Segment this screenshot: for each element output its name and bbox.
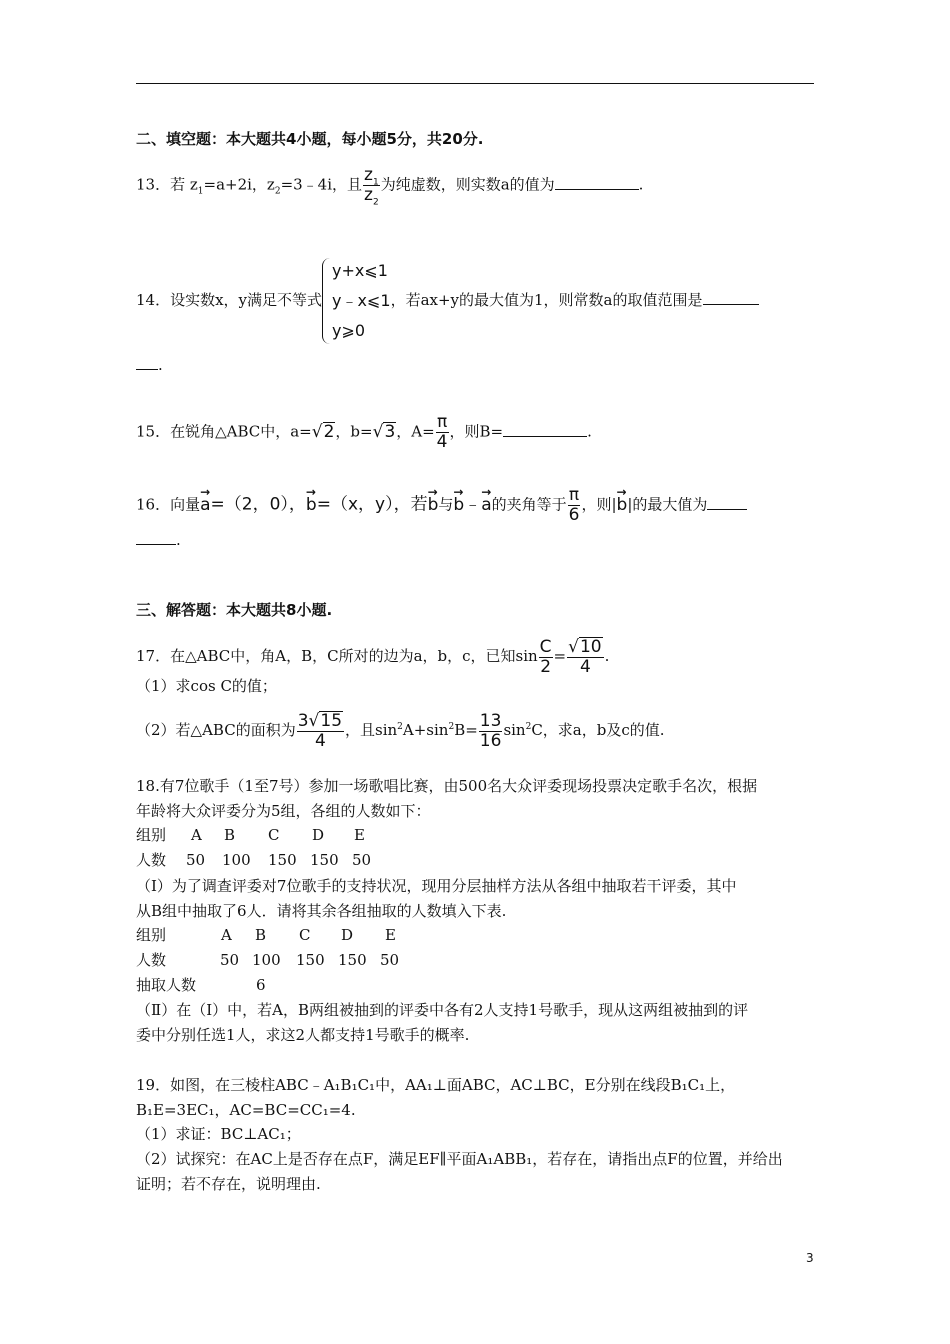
- vector-b: → b: [453, 495, 464, 515]
- q13-fraction: [363, 165, 380, 208]
- question-16-cont: [136, 529, 181, 550]
- table-cell: 150: [296, 951, 325, 969]
- q16-text-e: ﹣: [464, 494, 482, 515]
- question-19-line3: [136, 1124, 301, 1144]
- table-cell: 50: [380, 951, 400, 969]
- q18-text: 年龄将大众评委分为5组，各组的人数如下：: [136, 802, 431, 820]
- group-table-2-header: [136, 925, 415, 945]
- inequality-1: y+x⩽1: [332, 261, 388, 280]
- table-cell: 50: [352, 851, 372, 869]
- q15-fraction: [436, 413, 449, 452]
- q13-frac-den-sub: 2: [372, 197, 379, 208]
- q18-text: 从B组中抽取了6人．请将其余各组抽取的人数填入下表.: [136, 902, 507, 920]
- q17-area-den: 4: [314, 731, 326, 751]
- q17-ratio-fraction: [479, 712, 503, 751]
- vector-b: → b: [306, 495, 317, 515]
- q13-sub-2: 2: [274, 186, 281, 197]
- header-rule: [136, 83, 814, 84]
- q17-p2-text-b: ，且sin: [345, 721, 398, 739]
- q16-text-f: 的夹角等于: [491, 495, 567, 514]
- question-18-line4: [136, 901, 506, 921]
- q15-text-c: ，A=: [396, 422, 435, 441]
- question-18-line6: [136, 1025, 469, 1045]
- q16-frac-den: 6: [568, 505, 580, 525]
- answer-blank[interactable]: [703, 289, 759, 305]
- section-title-text: 三、解答题：本大题共8小题.: [136, 601, 333, 619]
- table-cell: E: [354, 826, 365, 844]
- group-table-2-row: [136, 950, 410, 970]
- q18-text: 18.有7位歌手（1至7号）参加一场歌唱比赛，由500名大众评委现场投票决定歌手名次，根据: [136, 777, 758, 795]
- q17-p2-text-c: A+sin: [402, 721, 449, 739]
- q18-text: 委中分别任选1人，求这2人都支持1号歌手的概率.: [136, 1026, 470, 1044]
- inequality-2: y﹣x⩽1: [332, 291, 391, 310]
- q19-text: B₁E=3EC₁，AC=BC=CC₁=4.: [136, 1101, 356, 1119]
- q17-fraction-root10: $\frac{√10}{4}$: [568, 637, 602, 677]
- table-cell: 100: [222, 851, 251, 869]
- inequality-3: y⩾0: [332, 321, 366, 340]
- q13-sub-1: 1: [197, 186, 204, 197]
- q19-text: （1）求证：BC⊥AC₁；: [136, 1125, 301, 1143]
- radicand-10: 10: [579, 637, 602, 657]
- table-cell: C: [268, 826, 280, 844]
- q16-text-g: ，则|: [581, 495, 617, 514]
- q14-text-b: ，若ax+y的最大值为1，则常数a的取值范围是: [390, 291, 703, 309]
- q17-frac1-num: C: [539, 636, 552, 657]
- question-18-line1: [136, 776, 757, 796]
- q15-frac-den: 4: [436, 432, 448, 452]
- q14-text-a: 14．设实数x，y满足不等式: [136, 291, 323, 309]
- q13-frac-den: z: [364, 185, 373, 205]
- q17-frac1-den: 2: [540, 656, 552, 677]
- radicand-3: 3: [384, 421, 396, 442]
- answer-blank-cont[interactable]: [136, 529, 176, 545]
- q14-text-c: .: [158, 356, 163, 374]
- q17-p2-text-a: （2）若△ABC的面积为: [136, 721, 296, 739]
- question-14-cont: [136, 354, 163, 375]
- vector-b: → b: [617, 495, 628, 515]
- section-title-text: 二、填空题：本大题共4小题，每小题5分，共20分.: [136, 130, 484, 148]
- vector-a: → a: [481, 495, 491, 515]
- question-17-part1: [136, 676, 277, 696]
- q13-text-g: 为纯虚数，则实数a的值为: [380, 175, 555, 194]
- q13-frac-num: z: [364, 165, 373, 185]
- group-table-1-header: [136, 825, 384, 845]
- table-cell: C: [299, 926, 311, 944]
- question-17: [136, 637, 609, 677]
- table-row-head: 人数: [136, 851, 167, 869]
- table-row-head: 组别: [136, 826, 167, 844]
- q13-text-a: 13．若 z: [136, 175, 198, 194]
- q17-p2-text-f: C，求a，b及c的值.: [531, 721, 665, 739]
- section-title-fill-in: [136, 129, 483, 149]
- question-19-line4: [136, 1149, 783, 1169]
- q18-text: （Ⅱ）在（Ⅰ）中，若A，B两组被抽到的评委中各有2人支持1号歌手，现从这两组被抽到的评: [136, 1001, 749, 1019]
- q17-ratio-num: 13: [479, 710, 502, 731]
- q15-frac-num: π: [436, 412, 448, 432]
- sqrt-2: √2: [311, 421, 335, 442]
- q17-frac2-den: 4: [579, 657, 591, 677]
- question-15: [136, 413, 592, 452]
- question-16: [136, 486, 747, 525]
- table-cell: D: [312, 826, 325, 844]
- question-17-part2: [136, 711, 665, 751]
- table-cell: B: [255, 926, 267, 944]
- q13-frac-num-sub: 1: [372, 177, 379, 188]
- table-cell: 150: [310, 851, 339, 869]
- q16-text-i: .: [176, 531, 181, 549]
- question-14: [136, 256, 759, 346]
- q16-text-d: 与: [438, 495, 454, 514]
- radicand-2: 2: [323, 421, 335, 442]
- q17-sup-1: 2: [397, 722, 403, 732]
- q13-text-h: .: [638, 175, 644, 194]
- table-cell: 100: [252, 951, 281, 969]
- answer-blank[interactable]: [503, 421, 587, 437]
- q15-text-d: ，则B=: [449, 422, 504, 441]
- question-19-line1: [136, 1075, 735, 1095]
- table-cell: A: [191, 826, 202, 844]
- question-19-line5: [136, 1174, 321, 1194]
- sqrt-3: √3: [372, 421, 396, 442]
- table-cell: 50: [220, 951, 240, 969]
- question-18-line5: [136, 1000, 748, 1020]
- q13-text-e: =3﹣4i，且: [280, 175, 363, 194]
- table-row-head: 人数: [136, 951, 167, 969]
- table-cell: D: [341, 926, 354, 944]
- table-cell: A: [221, 926, 232, 944]
- q17-p2-text-d: B=: [454, 721, 478, 739]
- q19-text: 证明；若不存在，说明理由.: [136, 1175, 321, 1193]
- answer-blank-cont[interactable]: [136, 354, 158, 370]
- q19-text: （2）试探究：在AC上是否存在点F，满足EF∥平面A₁ABB₁，若存在，请指出点F的位置，并给出: [136, 1150, 783, 1168]
- q17-p2-text-e: sin: [503, 721, 526, 739]
- brace-icon: [322, 258, 330, 344]
- q15-text-a: 15．在锐角△ABC中，a=: [136, 422, 312, 441]
- q17-sup-3: 2: [525, 722, 532, 732]
- q17-ratio-den: 16: [479, 730, 502, 751]
- vector-b: → b: [428, 495, 439, 515]
- section-title-solve: [136, 600, 332, 620]
- q17-sup-2: 2: [448, 722, 455, 732]
- q19-text: 19．如图，在三棱柱ABC﹣A₁B₁C₁中，AA₁⊥面ABC，AC⊥BC，E分别在线段B₁C₁上，: [136, 1076, 736, 1094]
- table-row-head: 抽取人数: [136, 976, 197, 994]
- q13-text-c: =a+2i，z: [203, 175, 275, 194]
- question-13: [136, 165, 644, 208]
- q16-frac-num: π: [568, 485, 580, 505]
- q17-text-a: 17．在△ABC中，角A，B，C所对的边为a，b，c，已知sin: [136, 647, 538, 665]
- q15-text-e: .: [587, 422, 592, 441]
- table-cell: 150: [338, 951, 367, 969]
- q16-text-c: =（x，y），若: [316, 494, 428, 515]
- q17-text-b: .: [604, 647, 610, 665]
- q16-text-h: |的最大值为: [627, 495, 708, 514]
- radicand-15: 15: [320, 711, 343, 731]
- question-18-line3: [136, 876, 736, 896]
- question-18-line2: [136, 801, 431, 821]
- inequality-system: [322, 256, 391, 346]
- q17-area-fraction: $\frac{3√15}{4}$: [297, 711, 343, 751]
- q17-part1-text: （1）求cos C的值；: [136, 677, 277, 695]
- q16-text-b: =（2，0），: [210, 494, 306, 515]
- question-19-line2: [136, 1100, 356, 1120]
- q17-equals: =: [553, 647, 567, 665]
- table-cell: 6: [256, 976, 266, 994]
- group-table-2-sample-row: [136, 975, 286, 995]
- table-row-head: 组别: [136, 926, 167, 944]
- table-cell: B: [224, 826, 236, 844]
- table-cell: E: [385, 926, 396, 944]
- page-number: 3: [806, 1251, 814, 1265]
- table-cell: 150: [268, 851, 297, 869]
- vector-a: → a: [200, 495, 210, 515]
- q18-text: （Ⅰ）为了调查评委对7位歌手的支持状况，现用分层抽样方法从各组中抽取若干评委，其中: [136, 877, 737, 895]
- q16-text-a: 16．向量: [136, 495, 201, 514]
- q17-area-coef: 3: [297, 711, 309, 731]
- answer-blank[interactable]: [707, 494, 747, 510]
- q16-fraction: [568, 486, 581, 525]
- group-table-1-row: [136, 850, 382, 870]
- q15-text-b: ，b=: [335, 422, 373, 441]
- q17-fraction-c2: [539, 638, 553, 677]
- table-cell: 50: [186, 851, 206, 869]
- answer-blank[interactable]: [555, 174, 639, 190]
